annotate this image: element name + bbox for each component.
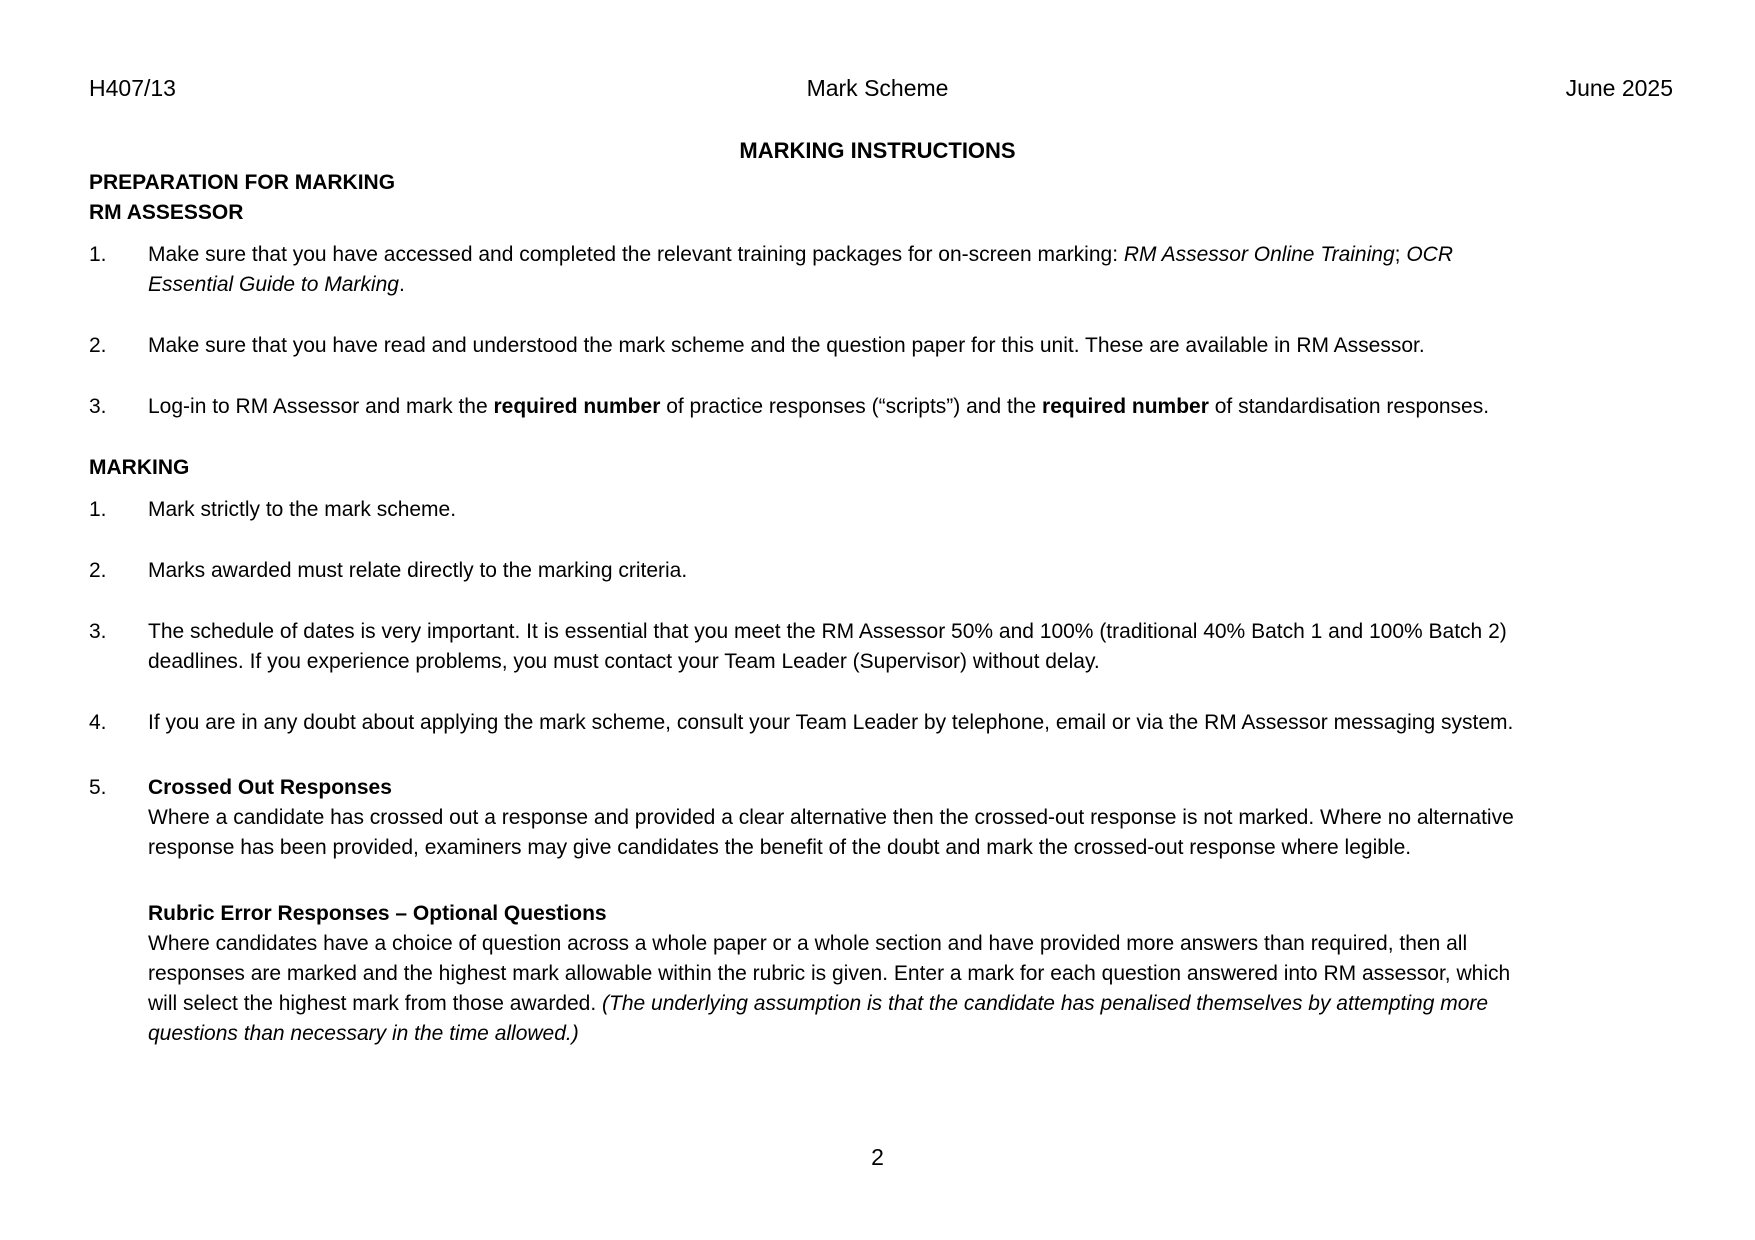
item-number: 4.	[89, 711, 107, 734]
document-title: Mark Scheme	[806, 75, 949, 101]
italic-run: (The underlying assumption is that the candidate has penalised themselves by attempting more	[602, 992, 1489, 1015]
page-title: MARKING INSTRUCTIONS	[739, 138, 1016, 163]
item-text: Mark strictly to the mark scheme.	[148, 498, 457, 521]
text-line: The schedule of dates is very important. It is essential that you meet the RM Assessor 50% and 100% (traditional 40% Batch 1 and 100% Batch 2)	[148, 620, 1507, 643]
section-heading-preparation: PREPARATION FOR MARKING	[89, 171, 396, 194]
subheading-rubric-error: Rubric Error Responses – Optional Questions	[148, 902, 607, 925]
italic-run: Essential Guide to Marking	[148, 273, 399, 296]
text-run: Make sure that you have accessed and completed the relevant training packages for on-screen marking:	[148, 243, 1124, 266]
text-run: of practice responses (“scripts”) and the	[660, 395, 1043, 418]
item-number: 3.	[89, 395, 107, 418]
text-run: of standardisation responses.	[1208, 395, 1490, 418]
item-text	[148, 240, 1753, 300]
text-line: response has been provided, examiners may give candidates the benefit of the doubt and mark the crossed-out response where legible.	[148, 836, 1412, 859]
text-run: ;	[1394, 243, 1407, 266]
section-heading-marking: MARKING	[89, 456, 190, 479]
item-number: 3.	[89, 620, 107, 643]
item-text: Marks awarded must relate directly to the marking criteria.	[148, 559, 688, 582]
item-text: If you are in any doubt about applying the mark scheme, consult your Team Leader by telephone, email or via the RM Assessor messaging system.	[148, 711, 1514, 734]
item-number: 1.	[89, 243, 107, 266]
text-line: questions than necessary in the time allowed.)	[148, 1022, 579, 1045]
item-text: Make sure that you have read and understood the mark scheme and the question paper for this unit. These are available in RM Assessor.	[148, 334, 1425, 357]
exam-date: June 2025	[1565, 75, 1673, 101]
paper-code: H407/13	[89, 75, 176, 101]
text-line	[148, 989, 1696, 1019]
bold-run: required number	[493, 395, 661, 418]
item-text	[148, 773, 1753, 863]
item-text	[148, 392, 1753, 422]
page-number: 2	[871, 1144, 884, 1170]
text-run: Log-in to RM Assessor and mark the	[148, 395, 494, 418]
subheading-crossed-out: Crossed Out Responses	[148, 776, 392, 799]
text-run: .	[398, 273, 405, 296]
item-number: 1.	[89, 498, 107, 521]
section-heading-rm-assessor: RM ASSESSOR	[89, 201, 244, 224]
text-line: deadlines. If you experience problems, you must contact your Team Leader (Supervisor) without delay.	[148, 650, 1100, 673]
item-number: 2.	[89, 559, 107, 582]
item-number: 5.	[89, 776, 107, 799]
rubric-error-block	[148, 899, 1696, 1049]
italic-run: RM Assessor Online Training	[1123, 243, 1395, 266]
text-run: will select the highest mark from those awarded.	[148, 992, 603, 1015]
italic-run: OCR	[1406, 243, 1453, 266]
item-text	[148, 617, 1753, 677]
item-number: 2.	[89, 334, 107, 357]
text-line: Where candidates have a choice of question across a whole paper or a whole section and have provided more answers than required, then all	[148, 932, 1468, 955]
text-line: Where a candidate has crossed out a response and provided a clear alternative then the crossed-out response is not marked. Where no alternative	[148, 806, 1514, 829]
text-line: responses are marked and the highest mark allowable within the rubric is given. Enter a mark for each question answered into RM assessor, which	[148, 962, 1511, 985]
bold-run: required number	[1042, 395, 1209, 418]
